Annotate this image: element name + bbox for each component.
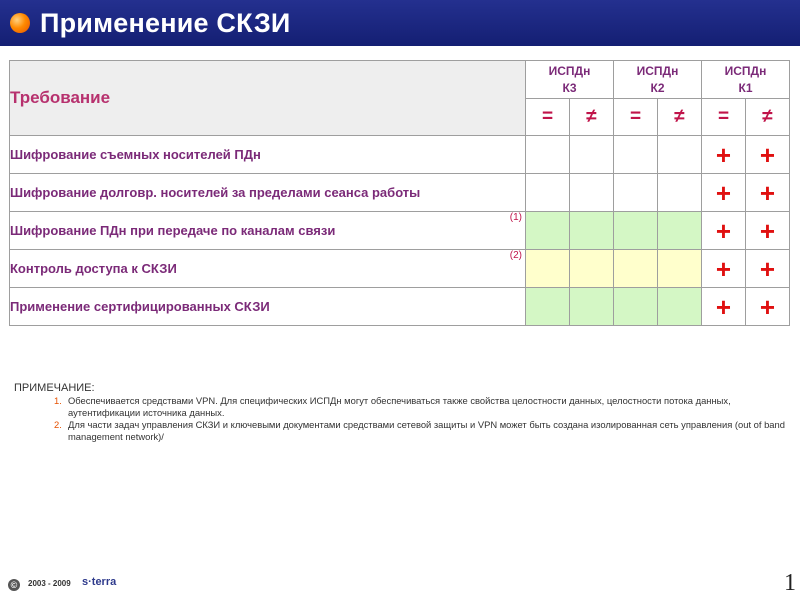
empty-cell: [570, 212, 614, 250]
plus-mark: +: [746, 250, 790, 288]
requirement-column-header: Требование: [10, 61, 526, 136]
empty-cell: [658, 212, 702, 250]
table-row: [10, 212, 790, 250]
plus-mark: +: [746, 288, 790, 326]
empty-cell: [614, 174, 658, 212]
empty-cell: [570, 288, 614, 326]
empty-cell: [526, 250, 570, 288]
group-k2-line2: К2: [650, 80, 665, 95]
note-item: [14, 419, 794, 442]
empty-cell: [614, 136, 658, 174]
group-k1-line2: К1: [738, 80, 753, 95]
requirement-label: [10, 250, 526, 288]
empty-cell: [614, 288, 658, 326]
not-equal-symbol: ≠: [570, 99, 614, 136]
group-header-k1: [702, 61, 790, 99]
empty-cell: [658, 174, 702, 212]
requirement-label: [10, 136, 526, 174]
plus-mark: +: [746, 174, 790, 212]
table-row: [10, 136, 790, 174]
requirement-label: [10, 288, 526, 326]
note-text: Для части задач управления СКЗИ и ключевыми документами средствами сетевой защиты и VPN может быть создана изолированная сеть управления (out of band management network)/: [68, 419, 785, 442]
requirement-text: Шифрование съемных носителей ПДн: [10, 147, 261, 162]
title-bar: [0, 0, 800, 46]
empty-cell: [570, 250, 614, 288]
requirement-text: Шифрование долговр. носителей за пределами сеанса работы: [10, 185, 421, 200]
group-k3-line2: К3: [562, 80, 577, 95]
note-reference: (2): [509, 250, 522, 261]
plus-mark: +: [746, 136, 790, 174]
empty-cell: [614, 212, 658, 250]
requirement-label: [10, 212, 526, 250]
copyright-years: 2003 - 2009: [28, 579, 71, 588]
notes-section: [14, 382, 794, 443]
empty-cell: [526, 288, 570, 326]
empty-cell: [614, 250, 658, 288]
empty-cell: [658, 136, 702, 174]
plus-mark: +: [702, 212, 746, 250]
requirement-text: Применение сертифицированных СКЗИ: [10, 299, 270, 314]
note-number: 1.: [54, 395, 62, 406]
note-item: [14, 395, 794, 418]
table-row: [10, 288, 790, 326]
plus-mark: +: [702, 136, 746, 174]
empty-cell: [658, 288, 702, 326]
notes-list: [14, 395, 794, 442]
requirement-text: Контроль доступа к СКЗИ: [10, 261, 177, 276]
group-header-k2: [614, 61, 702, 99]
note-text: Обеспечивается средствами VPN. Для специфических ИСПДн могут обеспечиваться также свойства целостности данных, целостности потока данных, аутентификации источника данных.: [68, 395, 731, 418]
requirement-label: [10, 174, 526, 212]
group-k2-line1: ИСПДн: [636, 63, 679, 78]
notes-title: ПРИМЕЧАНИЕ:: [14, 382, 95, 394]
plus-mark: +: [702, 250, 746, 288]
company-logo: s·terra: [82, 576, 117, 588]
empty-cell: [526, 136, 570, 174]
plus-mark: +: [702, 174, 746, 212]
note-number: 2.: [54, 419, 62, 430]
requirements-table: [9, 60, 790, 326]
note-reference: (1): [509, 212, 522, 223]
requirement-text: Шифрование ПДн при передаче по каналам связи: [10, 223, 336, 238]
empty-cell: [526, 212, 570, 250]
page-number: 1: [784, 570, 796, 596]
group-k1-line1: ИСПДн: [724, 63, 767, 78]
table-row: [10, 174, 790, 212]
not-equal-symbol: ≠: [658, 99, 702, 136]
page-title: Применение СКЗИ: [40, 8, 291, 38]
copyright-icon: ©: [8, 579, 20, 591]
table-row: [10, 250, 790, 288]
group-k3-line1: ИСПДн: [548, 63, 591, 78]
group-header-k3: [526, 61, 614, 99]
equal-symbol: =: [526, 99, 570, 136]
equal-symbol: =: [702, 99, 746, 136]
empty-cell: [570, 174, 614, 212]
plus-mark: +: [702, 288, 746, 326]
not-equal-symbol: ≠: [746, 99, 790, 136]
equal-symbol: =: [614, 99, 658, 136]
empty-cell: [526, 174, 570, 212]
plus-mark: +: [746, 212, 790, 250]
empty-cell: [570, 136, 614, 174]
empty-cell: [658, 250, 702, 288]
orange-bullet-icon: [10, 13, 30, 33]
